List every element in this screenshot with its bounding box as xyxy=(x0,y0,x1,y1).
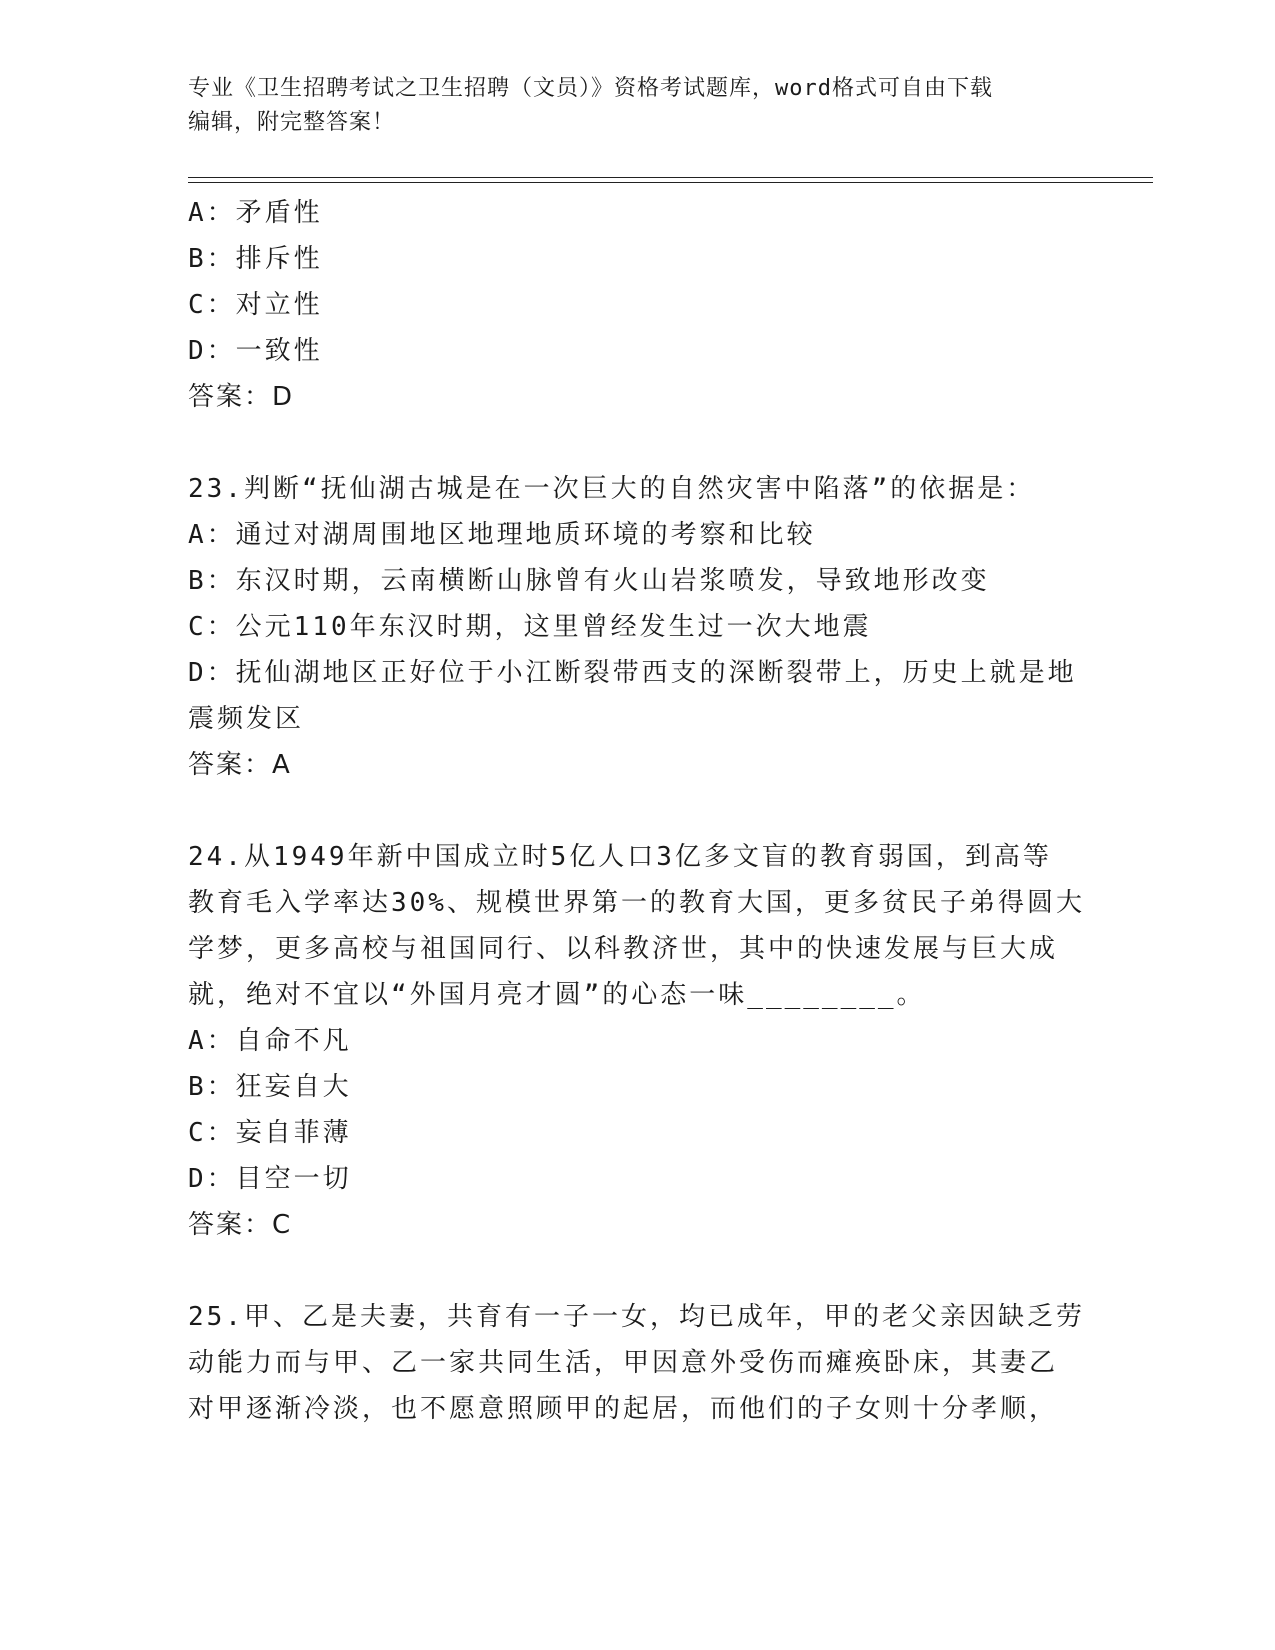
answer: 答案：A xyxy=(188,750,292,780)
stem-line: 学梦，更多高校与祖国同行、以科教济世，其中的快速发展与巨大成 xyxy=(188,934,1059,964)
option-d: D：抚仙湖地区正好位于小江断裂带西支的深断裂带上，历史上就是地 xyxy=(188,658,1077,688)
stem-line: 25.甲、乙是夫妻，共育有一子一女，均已成年，甲的老父亲因缺乏劳 xyxy=(188,1302,1085,1332)
header-title-line-2: 编辑，附完整答案！ xyxy=(188,110,396,135)
stem-line: 动能力而与甲、乙一家共同生活，甲因意外受伤而瘫痪卧床，其妻乙 xyxy=(188,1348,1059,1378)
question-25 xyxy=(188,1294,1088,1432)
option-b: B：狂妄自大 xyxy=(188,1072,352,1102)
header-title-line-1: 专业《卫生招聘考试之卫生招聘（文员）》资格考试题库，word格式可自由下载 xyxy=(188,76,993,101)
stem-line: 对甲逐渐冷淡，也不愿意照顾甲的起居，而他们的子女则十分孝顺， xyxy=(188,1394,1059,1424)
question-stem xyxy=(188,1294,1088,1432)
question-list xyxy=(188,190,1088,1432)
stem-line: 就，绝对不宜以“外国月亮才圆”的心态一味________。 xyxy=(188,980,926,1010)
question-24 xyxy=(188,834,1088,1248)
question-22 xyxy=(188,190,1088,420)
header-divider-top xyxy=(188,177,1153,178)
option-a: A：矛盾性 xyxy=(188,198,323,228)
spacer xyxy=(188,788,1088,834)
option-a: A：通过对湖周围地区地理地质环境的考察和比较 xyxy=(188,520,816,550)
answer: 答案：C xyxy=(188,1210,293,1240)
stem-line: 24.从1949年新中国成立时5亿人口3亿多文盲的教育弱国，到高等 xyxy=(188,842,1052,872)
document-header xyxy=(188,72,1088,140)
option-b: B：排斥性 xyxy=(188,244,323,274)
option-c: C：妄自菲薄 xyxy=(188,1118,352,1148)
option-c: C：公元110年东汉时期，这里曾经发生过一次大地震 xyxy=(188,612,872,642)
option-d: D：一致性 xyxy=(188,336,323,366)
option-c: C：对立性 xyxy=(188,290,323,320)
question-stem xyxy=(188,834,1088,1018)
stem-line: 教育毛入学率达30%、规模世界第一的教育大国，更多贫民子弟得圆大 xyxy=(188,888,1085,918)
option-a: A：自命不凡 xyxy=(188,1026,352,1056)
header-divider-bottom xyxy=(188,182,1153,183)
question-stem: 23.判断“抚仙湖古城是在一次巨大的自然灾害中陷落”的依据是： xyxy=(188,474,1036,504)
spacer xyxy=(188,420,1088,466)
option-d-continued: 震频发区 xyxy=(188,704,305,734)
spacer xyxy=(188,1248,1088,1294)
option-d: D：目空一切 xyxy=(188,1164,352,1194)
question-23 xyxy=(188,466,1088,788)
option-b: B：东汉时期，云南横断山脉曾有火山岩浆喷发，导致地形改变 xyxy=(188,566,990,596)
answer: 答案：D xyxy=(188,382,295,412)
